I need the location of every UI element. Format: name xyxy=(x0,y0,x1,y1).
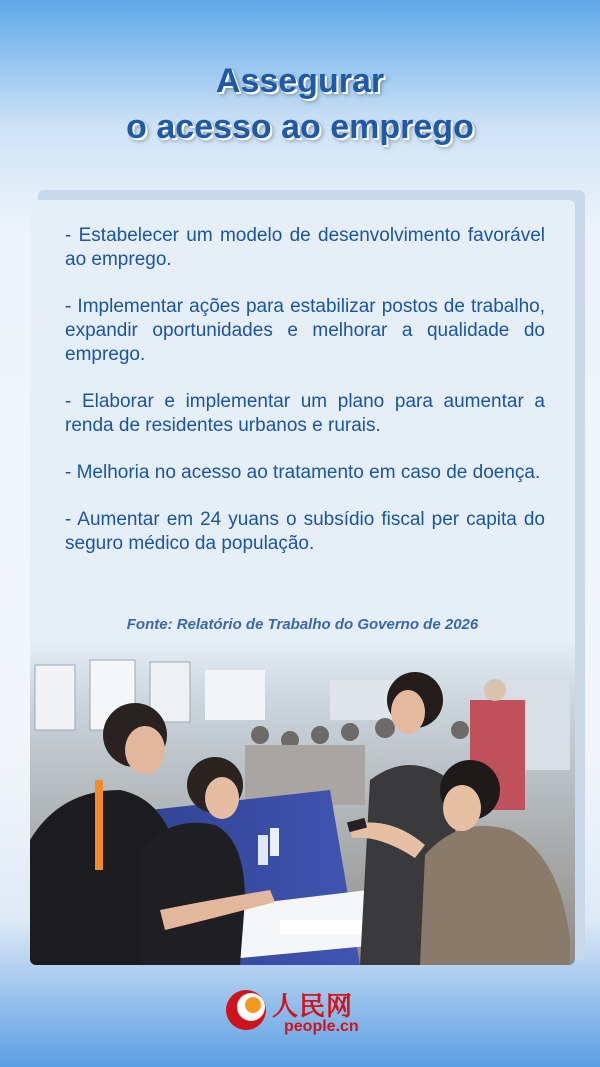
title-line-2: o acesso ao emprego xyxy=(126,108,474,146)
list-item: - Melhoria no acesso ao tratamento em caso de doença. xyxy=(65,462,541,483)
list-item: - Elaborar e implementar um plano para aumentar a renda de residentes urbanos e rurais. xyxy=(65,391,545,436)
list-item: - Aumentar em 24 yuans o subsídio fiscal per capita do seguro médico da população. xyxy=(65,509,545,554)
list-item: - Implementar ações para estabilizar postos de trabalho, expandir oportunidades e melhorar a qualidade do emprego. xyxy=(65,296,545,365)
title-line-1: Assegurar xyxy=(215,62,385,100)
measures-list xyxy=(65,224,545,579)
job-fair-photo xyxy=(30,640,575,965)
source-caption: Fonte: Relatório de Trabalho do Governo de 2026 xyxy=(126,616,479,633)
content-card xyxy=(30,200,575,965)
people-cn-logo xyxy=(222,982,382,1042)
page-title xyxy=(0,58,600,150)
list-item: - Estabelecer um modelo de desenvolvimento favorável ao emprego. xyxy=(65,225,545,270)
logo-name: 人民网 xyxy=(272,992,354,1022)
logo-domain: people.cn xyxy=(284,1018,359,1035)
logo-icon xyxy=(222,986,270,1034)
